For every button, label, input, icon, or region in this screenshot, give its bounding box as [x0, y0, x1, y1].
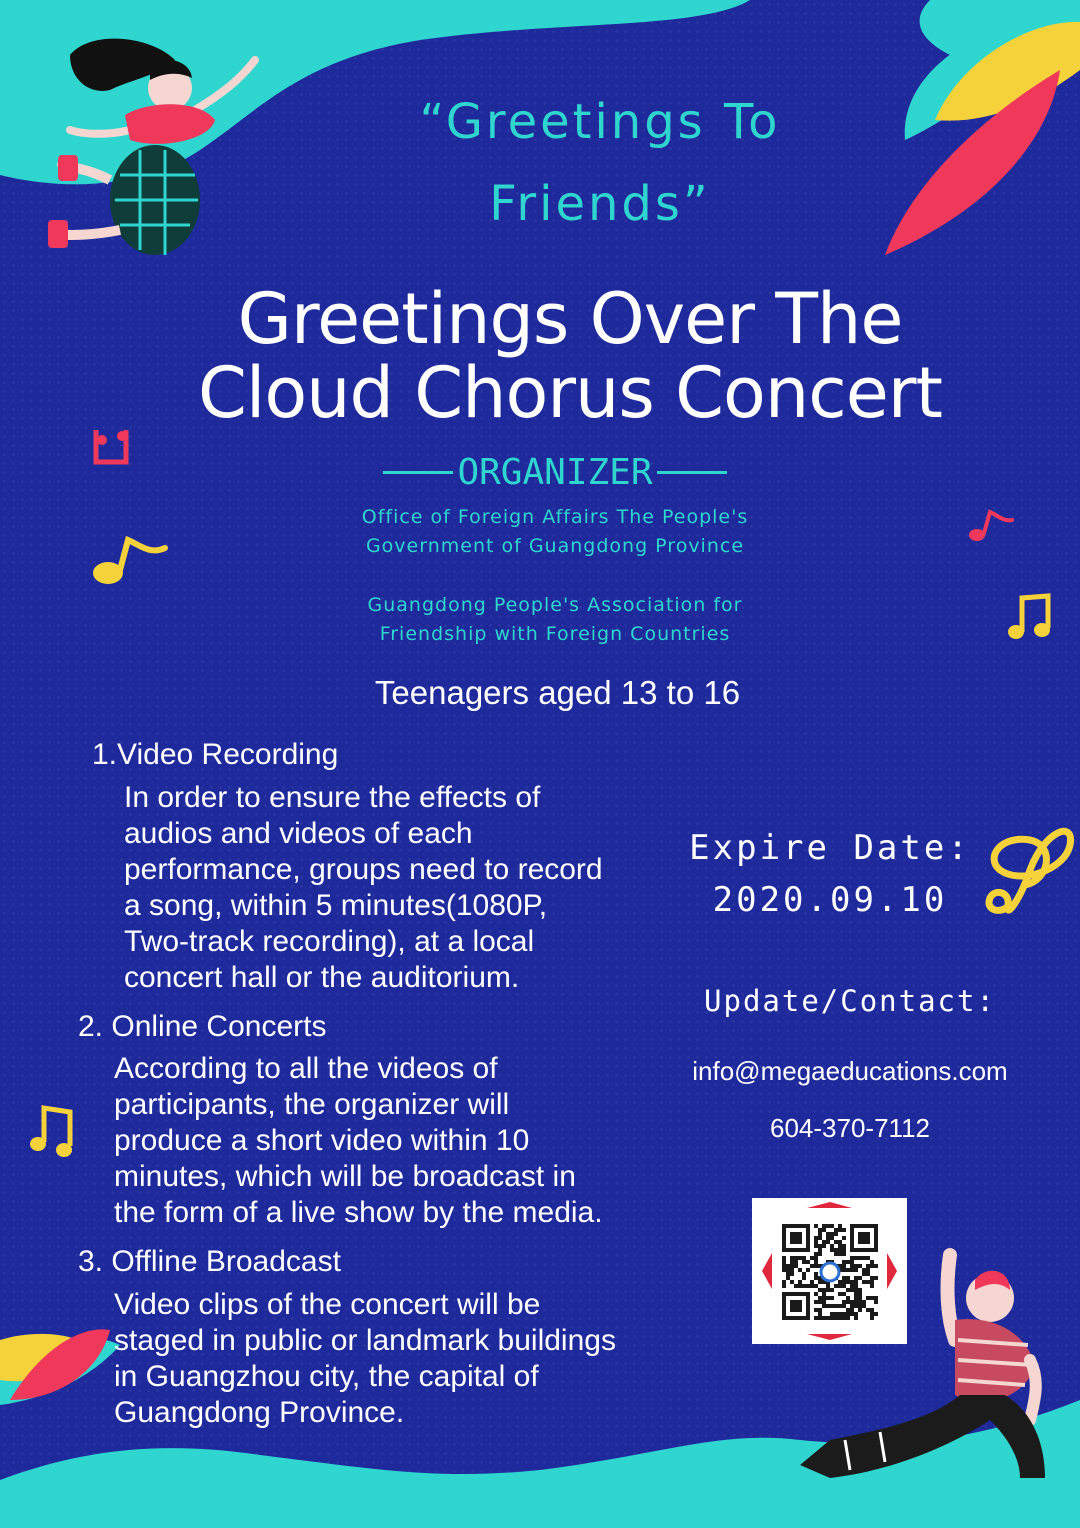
music-note-icon — [30, 1108, 72, 1157]
item-2-line: produce a short video within 10 — [114, 1124, 530, 1157]
greeting-line-2: Friends” — [489, 176, 711, 232]
item-1-line: performance, groups need to record — [124, 853, 603, 886]
organizer-1-line-1: Office of Foreign Affairs The People's — [361, 506, 749, 528]
item-3-line: in Guangzhou city, the capital of — [114, 1360, 539, 1393]
contact-label: Update/Contact: — [704, 984, 996, 1018]
item-1-line: audios and videos of each — [124, 817, 473, 850]
item-3-title-text: Offline Broadcast — [111, 1245, 341, 1278]
organizer-2-line-1: Guangdong People's Association for — [367, 594, 743, 616]
item-3-number: 3. — [78, 1245, 104, 1278]
qr-code[interactable] — [752, 1198, 907, 1344]
organizer-heading — [250, 448, 860, 496]
music-note-icon — [1008, 596, 1050, 639]
item-2-title-text: Online Concerts — [111, 1010, 327, 1043]
item-3-line: Video clips of the concert will be — [114, 1288, 541, 1321]
item-2-body — [114, 1051, 694, 1231]
item-2-line: participants, the organizer will — [114, 1088, 510, 1121]
item-2-title — [78, 1010, 326, 1044]
organizer-heading-text: ORGANIZER — [457, 451, 653, 493]
item-1-line: concert hall or the auditorium. — [124, 961, 520, 994]
music-note-icon — [96, 430, 127, 462]
organizer-2-line-2: Friendship with Foreign Countries — [379, 623, 731, 645]
divider-right — [657, 471, 727, 474]
divider-left — [383, 471, 453, 474]
greeting-line-1: “Greetings To — [419, 94, 781, 150]
item-3-body — [114, 1287, 714, 1431]
music-note-icon — [969, 512, 1012, 541]
item-2-line: the form of a live show by the media. — [114, 1196, 603, 1229]
qr-code-graphic — [752, 1198, 907, 1344]
item-3-title — [78, 1245, 341, 1279]
item-2-number: 2. — [78, 1010, 104, 1043]
item-3-line: Guangdong Province. — [114, 1396, 405, 1429]
treble-clef-icon — [989, 831, 1071, 910]
item-3-line: staged in public or landmark buildings — [114, 1324, 616, 1357]
expire-label: Expire Date: — [689, 828, 971, 868]
item-1-line: In order to ensure the effects of — [124, 781, 541, 814]
item-1-line: Two-track recording), at a local — [124, 925, 535, 958]
item-1-title-text: Video Recording — [117, 738, 339, 771]
audience: Teenagers aged 13 to 16 — [374, 674, 741, 711]
title-line-2: Cloud Chorus Concert — [198, 352, 942, 434]
contact-phone[interactable]: 604-370-7112 — [770, 1113, 930, 1143]
item-2-line: minutes, which will be broadcast in — [114, 1160, 576, 1193]
contact-email[interactable]: info@megaeducations.com — [692, 1056, 1008, 1086]
item-1-body — [124, 780, 684, 996]
music-note-icon — [93, 540, 165, 584]
item-1-title — [92, 738, 338, 772]
item-1-line: a song, within 5 minutes(1080P, — [124, 889, 548, 922]
title-line-1: Greetings Over The — [237, 278, 903, 360]
item-1-number: 1. — [92, 738, 118, 771]
organizer-1-line-2: Government of Guangdong Province — [365, 535, 745, 557]
item-2-line: According to all the videos of — [114, 1052, 498, 1085]
expire-date: 2020.09.10 — [712, 880, 948, 920]
